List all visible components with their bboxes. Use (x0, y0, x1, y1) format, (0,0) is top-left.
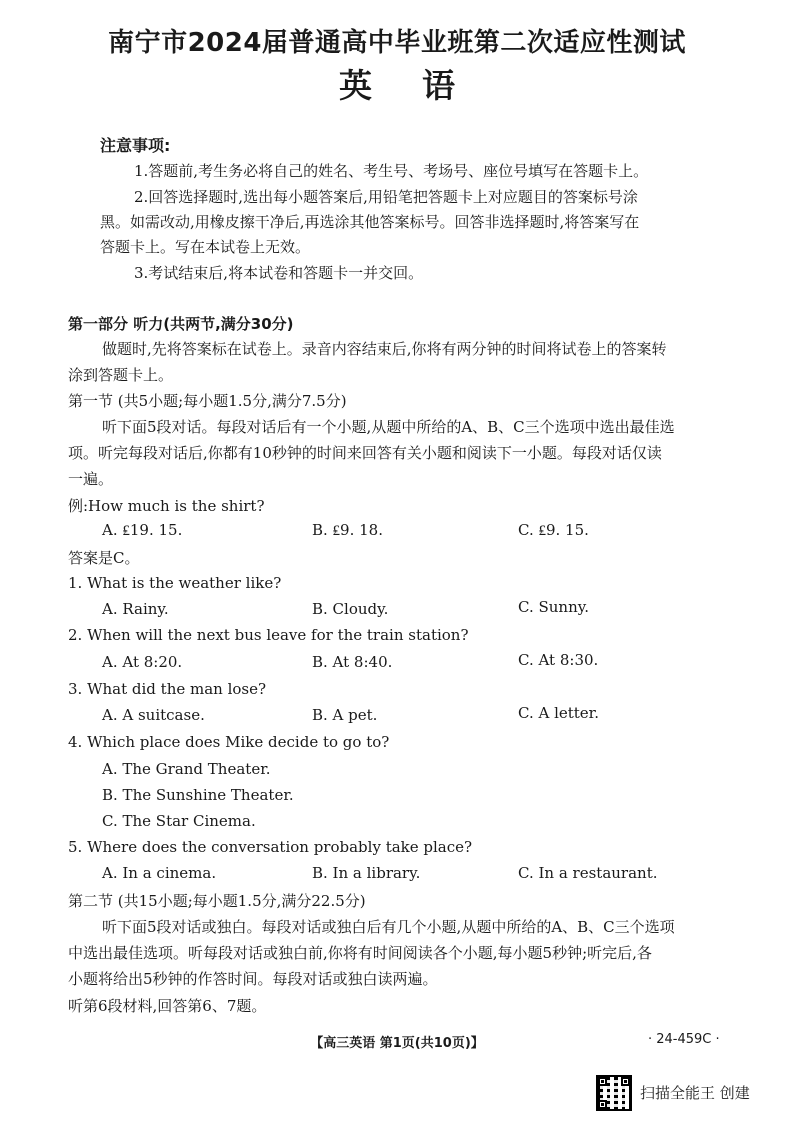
section2-material: 听第6段材料,回答第6、7题。 (68, 997, 267, 1015)
exam-code: · 24-459C · (648, 1032, 720, 1047)
example-option-c: C. ₤9. 15. (518, 521, 589, 539)
page-footer: 【高三英语 第1页(共10页)】 (310, 1036, 484, 1051)
section1-heading: 第一节 (共5小题;每小题1.5分,满分7.5分) (68, 392, 347, 410)
question-5-option-a: A. In a cinema. (102, 864, 217, 882)
section2-heading: 第二节 (共15小题;每小题1.5分,满分22.5分) (68, 892, 366, 910)
question-1-option-a: A. Rainy. (102, 600, 169, 618)
notice-item-3: 3.考试结束后,将本试卷和答题卡一并交回。 (134, 264, 424, 282)
question-3: 3. What did the man lose? (68, 680, 267, 698)
question-2-option-a: A. At 8:20. (102, 653, 183, 671)
question-4: 4. Which place does Mike decide to go to? (68, 733, 390, 751)
section1-intro-cont: 项。听完每段对话后,你都有10秒钟的时间来回答有关小题和阅读下一小题。每段对话仅读 (68, 444, 662, 462)
question-2-option-c: C. At 8:30. (518, 651, 599, 669)
exam-title: 南宁市2024届普通高中毕业班第二次适应性测试 (108, 28, 686, 58)
notice-heading: 注意事项: (100, 136, 171, 155)
notice-item-2-cont2: 答题卡上。写在本试卷上无效。 (100, 238, 311, 256)
section2-intro-cont2: 小题将给出5秒钟的作答时间。每段对话或独白读两遍。 (68, 970, 438, 988)
section2-intro-cont: 中选出最佳选项。听每段对话或独白前,你将有时间阅读各个小题,每小题5秒钟;听完后,各 (68, 944, 652, 962)
notice-item-2: 2.回答选择题时,选出每小题答案后,用铅笔把答题卡上对应题目的答案标号涂 (134, 188, 638, 206)
section1-intro-cont2: 一遍。 (68, 470, 114, 488)
question-2-option-b: B. At 8:40. (312, 653, 393, 671)
section2-intro: 听下面5段对话或独白。每段对话或独白后有几个小题,从题中所给的A、B、C三个选项 (102, 918, 675, 936)
part1-intro-cont: 涂到答题卡上。 (68, 366, 174, 384)
notice-item-1: 1.答题前,考生务必将自己的姓名、考生号、考场号、座位号填写在答题卡上。 (134, 162, 649, 180)
question-3-option-b: B. A pet. (312, 706, 378, 724)
question-3-option-a: A. A suitcase. (102, 706, 205, 724)
question-4-option-c: C. The Star Cinema. (102, 812, 256, 830)
question-5: 5. Where does the conversation probably take place? (68, 838, 473, 856)
scanner-watermark: 扫描全能王 创建 (640, 1084, 750, 1102)
question-5-option-b: B. In a library. (312, 864, 421, 882)
example-option-a: A. ₤19. 15. (102, 521, 183, 539)
example-answer: 答案是C。 (68, 549, 140, 567)
question-2: 2. When will the next bus leave for the train station? (68, 626, 469, 644)
notice-item-2-cont: 黑。如需改动,用橡皮擦干净后,再选涂其他答案标号。回答非选择题时,将答案写在 (100, 213, 640, 231)
question-4-option-b: B. The Sunshine Theater. (102, 786, 294, 804)
qr-code-icon (596, 1075, 632, 1111)
exam-subject: 英语 (339, 66, 505, 105)
question-1: 1. What is the weather like? (68, 574, 282, 592)
question-4-option-a: A. The Grand Theater. (102, 760, 271, 778)
question-5-option-c: C. In a restaurant. (518, 864, 658, 882)
part1-intro: 做题时,先将答案标在试卷上。录音内容结束后,你将有两分钟的时间将试卷上的答案转 (102, 340, 667, 358)
section1-intro: 听下面5段对话。每段对话后有一个小题,从题中所给的A、B、C三个选项中选出最佳选 (102, 418, 675, 436)
question-1-option-b: B. Cloudy. (312, 600, 389, 618)
part1-heading: 第一部分 听力(共两节,满分30分) (68, 315, 294, 333)
example-question: 例:How much is the shirt? (68, 497, 265, 515)
question-1-option-c: C. Sunny. (518, 598, 589, 616)
question-3-option-c: C. A letter. (518, 704, 599, 722)
example-option-b: B. ₤9. 18. (312, 521, 383, 539)
